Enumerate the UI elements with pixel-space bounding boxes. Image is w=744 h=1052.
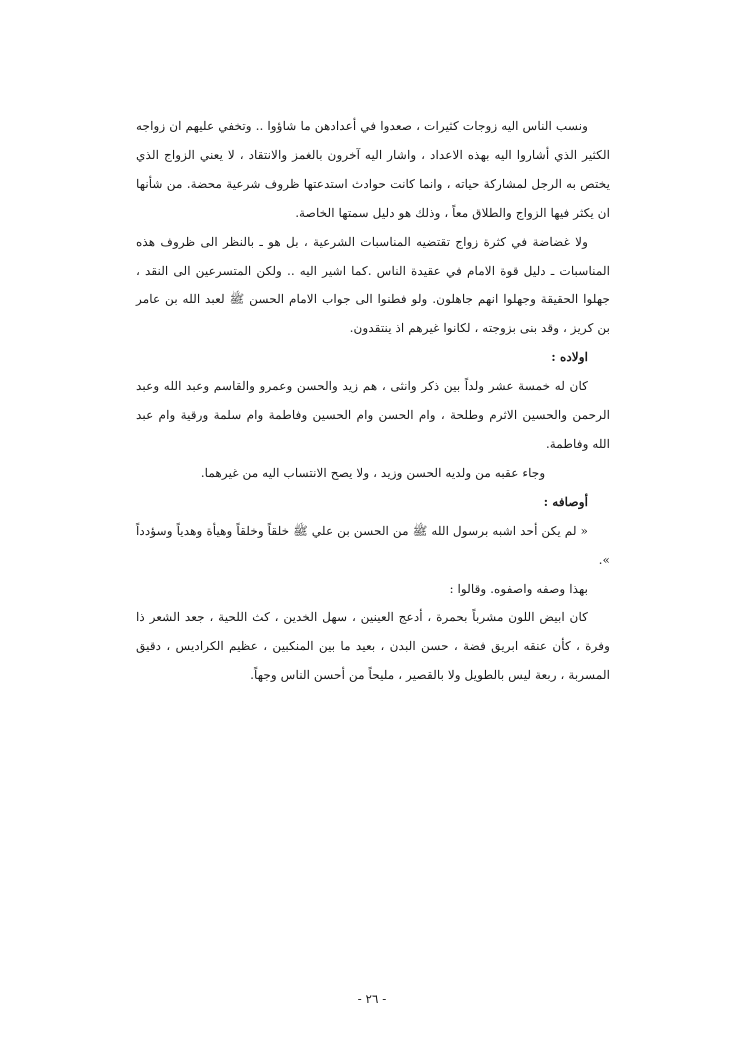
paragraph-children: كان له خمسة عشر ولداً بين ذكر وانثى ، هم زيد والحسن وعمرو والقاسم وعبد الله وعبد الرحمن والحسين الاثرم وطلحة ، وام الحسن وام الحسين وفاطمة وام سلمة ورقية وام عبد الله وفاطمة. xyxy=(136,379,610,451)
heading-children: اولاده : xyxy=(551,350,588,365)
heading-attributes: أوصافه : xyxy=(543,494,588,509)
paragraph-description: كان ابيض اللون مشرباً بحمرة ، أدعج العينين ، سهل الخدين ، كث اللحية ، جعد الشعر ذا وفرة ، كأن عنقه ابريق فضة ، حسن البدن ، بعيد ما بين المنكبين ، عظيم الكراديس ، دقيق المسربة ، ربعة ليس بالطويل ولا بالقصير ، مليحاً من أحسن الناس وجهاً. xyxy=(136,610,610,683)
page-body xyxy=(136,112,610,690)
paragraph-wives: ونسب الناس اليه زوجات كثيرات ، صعدوا في أعدادهن ما شاؤوا .. وتخفي عليهم ان زواجه الكثير الذي أشاروا اليه بهذه الاعداد ، واشار اليه آخرون بالغمز والانتقاد ، لا يعني الزواج الذي يختص به الرجل لمشاركة حياته ، وانما كانت حوادث استدعتها ظروف شرعية محضة. من شأنها ان يكثر فيها الزواج والطلاق معاً ، وذلك هو دليل سمتها الخاصة. xyxy=(136,119,610,220)
paragraph-lineage: وجاء عقبه من ولديه الحسن وزيد ، ولا يصح الانتساب اليه من غيرهما. xyxy=(200,465,546,480)
paragraph-quote: « لم يكن أحد اشبه برسول الله ﷺ من الحسن بن علي ﷺ خلقاً وخلقاً وهيأة وهدياً وسؤدداً ». xyxy=(136,523,610,567)
page-number: - ٢٦ - xyxy=(357,992,387,1006)
paragraph-marriage-justification: ولا غضاضة في كثرة زواج تقتضيه المناسبات الشرعية ، بل هو ـ بالنظر الى ظروف هذه المناسبات ـ دليل قوة الامام في عقيدة الناس .كما اشير اليه .. ولكن المتسرعين الى النقد ، جهلوا الحقيقة وجهلوا انهم جاهلون. ولو فطنوا الى جواب الامام الحسن ﷺ لعبد الله بن عامر بن كريز ، وقد بنى بزوجته ، لكانوا غيرهم اذ ينتقدون. xyxy=(136,234,610,336)
paragraph-described: بهذا وصفه واصفوه. وقالوا : xyxy=(449,581,588,596)
